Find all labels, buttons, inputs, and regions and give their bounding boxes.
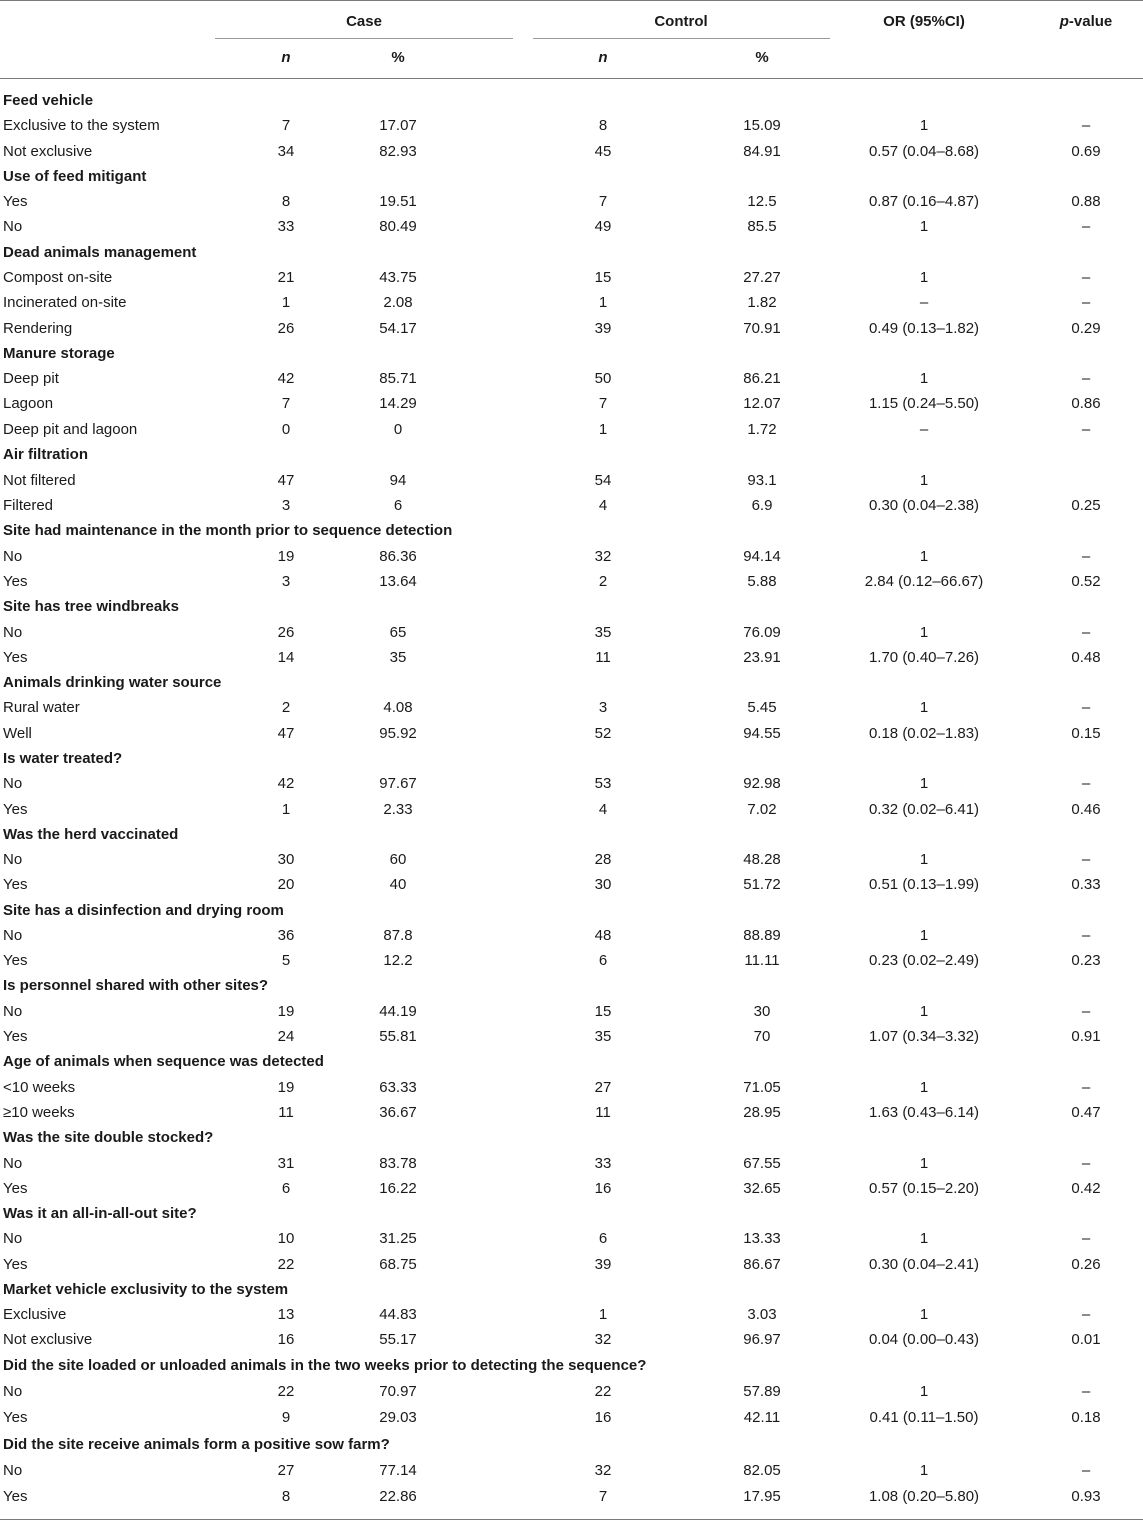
cell-ctrl-n: 39 bbox=[594, 320, 612, 337]
cell-case-pct: 19.51 bbox=[379, 193, 417, 210]
cell-case-n: 47 bbox=[277, 472, 295, 489]
cell-case-pct: 86.36 bbox=[379, 548, 417, 565]
cell-or: 1 bbox=[919, 117, 929, 134]
cell-case-n: 1 bbox=[281, 294, 291, 311]
cell-case-n: 2 bbox=[281, 699, 291, 716]
cell-case-pct: 97.67 bbox=[379, 775, 417, 792]
cell-ctrl-pct: 86.21 bbox=[743, 370, 781, 387]
row-label: Rural water bbox=[3, 699, 80, 716]
section-title: Site had maintenance in the month prior to sequence detection bbox=[3, 522, 453, 539]
section-title: Animals drinking water source bbox=[3, 674, 222, 691]
cell-or: 0.49 (0.13–1.82) bbox=[868, 320, 980, 337]
cell-case-n: 42 bbox=[277, 370, 295, 387]
cell-p: – bbox=[1081, 624, 1091, 641]
section-title: Did the site receive animals form a positive sow farm? bbox=[3, 1436, 390, 1453]
cell-or: 1 bbox=[919, 472, 929, 489]
cell-case-n: 36 bbox=[277, 927, 295, 944]
cell-ctrl-n: 33 bbox=[594, 1155, 612, 1172]
cell-case-pct: 2.08 bbox=[383, 294, 413, 311]
section-title: Is water treated? bbox=[3, 750, 123, 767]
cell-case-n: 1 bbox=[281, 801, 291, 818]
cell-p: – bbox=[1081, 927, 1091, 944]
cell-or: 1 bbox=[919, 1155, 929, 1172]
cell-or: 0.87 (0.16–4.87) bbox=[868, 193, 980, 210]
cell-or: 0.32 (0.02–6.41) bbox=[868, 801, 980, 818]
cell-ctrl-n: 6 bbox=[598, 1230, 608, 1247]
cell-case-n: 14 bbox=[277, 649, 295, 666]
cell-case-n: 26 bbox=[277, 624, 295, 641]
row-label: Lagoon bbox=[3, 395, 54, 412]
cell-case-n: 24 bbox=[277, 1028, 295, 1045]
cell-case-pct: 55.17 bbox=[379, 1331, 417, 1348]
cell-ctrl-n: 54 bbox=[594, 472, 612, 489]
cell-ctrl-pct: 86.67 bbox=[743, 1256, 781, 1273]
header-or: OR (95%CI) bbox=[883, 13, 965, 30]
cell-p: 0.15 bbox=[1071, 725, 1101, 742]
row-label: Yes bbox=[3, 1028, 28, 1045]
header-control-pct: % bbox=[755, 49, 769, 66]
cell-case-pct: 94 bbox=[389, 472, 407, 489]
cell-case-pct: 85.71 bbox=[379, 370, 417, 387]
cell-case-pct: 31.25 bbox=[379, 1230, 417, 1247]
row-label: Yes bbox=[3, 952, 28, 969]
cell-ctrl-n: 49 bbox=[594, 218, 612, 235]
cell-or: 1 bbox=[919, 1079, 929, 1096]
cell-p: 0.01 bbox=[1071, 1331, 1101, 1348]
row-label: Yes bbox=[3, 1256, 28, 1273]
cell-or: 0.30 (0.04–2.41) bbox=[868, 1256, 980, 1273]
section-title: Site has tree windbreaks bbox=[3, 598, 179, 615]
cell-ctrl-pct: 27.27 bbox=[743, 269, 781, 286]
cell-ctrl-pct: 85.5 bbox=[747, 218, 777, 235]
cell-ctrl-pct: 28.95 bbox=[743, 1104, 781, 1121]
cell-p: 0.86 bbox=[1071, 395, 1101, 412]
cell-ctrl-pct: 32.65 bbox=[743, 1180, 781, 1197]
header-case-pct: % bbox=[391, 49, 405, 66]
header-control: Control bbox=[654, 13, 708, 30]
cell-case-n: 3 bbox=[281, 497, 291, 514]
cell-or: 1 bbox=[919, 927, 929, 944]
cell-case-pct: 82.93 bbox=[379, 143, 417, 160]
cell-case-pct: 44.19 bbox=[379, 1003, 417, 1020]
cell-p: 0.48 bbox=[1071, 649, 1101, 666]
cell-p: 0.25 bbox=[1071, 497, 1101, 514]
section-title: Was it an all-in-all-out site? bbox=[3, 1205, 197, 1222]
cell-ctrl-n: 7 bbox=[598, 1488, 608, 1505]
cell-case-n: 0 bbox=[281, 421, 291, 438]
cell-case-n: 13 bbox=[277, 1306, 295, 1323]
section-title: Is personnel shared with other sites? bbox=[3, 977, 269, 994]
cell-case-n: 6 bbox=[281, 1180, 291, 1197]
cell-or: 1.70 (0.40–7.26) bbox=[868, 649, 980, 666]
cell-ctrl-n: 8 bbox=[598, 117, 608, 134]
section-title: Did the site loaded or unloaded animals in the two weeks prior to detecting the sequence? bbox=[3, 1357, 647, 1374]
cell-case-pct: 55.81 bbox=[379, 1028, 417, 1045]
cell-p: – bbox=[1081, 699, 1091, 716]
row-label: Yes bbox=[3, 801, 28, 818]
cell-case-n: 26 bbox=[277, 320, 295, 337]
section-title: Dead animals management bbox=[3, 244, 197, 261]
cell-case-n: 8 bbox=[281, 193, 291, 210]
cell-case-pct: 4.08 bbox=[383, 699, 413, 716]
cell-ctrl-pct: 94.14 bbox=[743, 548, 781, 565]
cell-ctrl-n: 16 bbox=[594, 1180, 612, 1197]
row-label: No bbox=[3, 927, 23, 944]
cell-ctrl-pct: 48.28 bbox=[743, 851, 781, 868]
cell-or: 0.30 (0.04–2.38) bbox=[868, 497, 980, 514]
row-label: Rendering bbox=[3, 320, 73, 337]
cell-ctrl-n: 7 bbox=[598, 395, 608, 412]
row-label: No bbox=[3, 624, 23, 641]
cell-p: 0.33 bbox=[1071, 876, 1101, 893]
cell-case-pct: 95.92 bbox=[379, 725, 417, 742]
cell-or: 1 bbox=[919, 1230, 929, 1247]
cell-ctrl-n: 1 bbox=[598, 421, 608, 438]
cell-case-n: 31 bbox=[277, 1155, 295, 1172]
cell-or: 0.18 (0.02–1.83) bbox=[868, 725, 980, 742]
cell-or: 1 bbox=[919, 1383, 929, 1400]
cell-ctrl-pct: 92.98 bbox=[743, 775, 781, 792]
cell-case-pct: 36.67 bbox=[379, 1104, 417, 1121]
cell-case-pct: 43.75 bbox=[379, 269, 417, 286]
cell-p: – bbox=[1081, 1155, 1091, 1172]
section-title: Use of feed mitigant bbox=[3, 168, 147, 185]
cell-ctrl-n: 35 bbox=[594, 1028, 612, 1045]
cell-case-n: 42 bbox=[277, 775, 295, 792]
cell-ctrl-n: 7 bbox=[598, 193, 608, 210]
cell-case-pct: 14.29 bbox=[379, 395, 417, 412]
cell-p: 0.46 bbox=[1071, 801, 1101, 818]
cell-case-pct: 13.64 bbox=[379, 573, 417, 590]
cell-case-pct: 80.49 bbox=[379, 218, 417, 235]
cell-case-n: 9 bbox=[281, 1409, 291, 1426]
cell-case-n: 3 bbox=[281, 573, 291, 590]
cell-case-pct: 68.75 bbox=[379, 1256, 417, 1273]
cell-or: 1 bbox=[919, 1306, 929, 1323]
cell-ctrl-pct: 94.55 bbox=[743, 725, 781, 742]
cell-p: – bbox=[1081, 1383, 1091, 1400]
cell-ctrl-pct: 67.55 bbox=[743, 1155, 781, 1172]
cell-case-n: 27 bbox=[277, 1462, 295, 1479]
cell-ctrl-pct: 13.33 bbox=[743, 1230, 781, 1247]
cell-ctrl-pct: 3.03 bbox=[747, 1306, 777, 1323]
cell-ctrl-n: 32 bbox=[594, 548, 612, 565]
cell-ctrl-n: 11 bbox=[595, 649, 611, 666]
cell-case-pct: 12.2 bbox=[383, 952, 413, 969]
cell-ctrl-n: 48 bbox=[594, 927, 612, 944]
cell-ctrl-n: 39 bbox=[594, 1256, 612, 1273]
cell-case-n: 11 bbox=[278, 1104, 294, 1121]
cell-ctrl-n: 15 bbox=[594, 269, 612, 286]
cell-case-n: 22 bbox=[277, 1256, 295, 1273]
cell-case-pct: 17.07 bbox=[379, 117, 417, 134]
cell-or: – bbox=[919, 421, 929, 438]
row-label: <10 weeks bbox=[3, 1079, 76, 1096]
cell-p: – bbox=[1081, 269, 1091, 286]
cell-or: 1 bbox=[919, 624, 929, 641]
row-label: Yes bbox=[3, 649, 28, 666]
cell-ctrl-pct: 6.9 bbox=[751, 497, 773, 514]
cell-p: – bbox=[1081, 1003, 1091, 1020]
cell-case-pct: 29.03 bbox=[379, 1409, 417, 1426]
cell-p: – bbox=[1081, 1230, 1091, 1247]
cell-ctrl-pct: 71.05 bbox=[743, 1079, 781, 1096]
cell-case-n: 34 bbox=[277, 143, 295, 160]
row-label: Exclusive to the system bbox=[3, 117, 160, 134]
control-underline bbox=[533, 38, 830, 39]
row-label: No bbox=[3, 1003, 23, 1020]
cell-or: 2.84 (0.12–66.67) bbox=[864, 573, 984, 590]
row-label: Yes bbox=[3, 573, 28, 590]
cell-p: – bbox=[1081, 421, 1091, 438]
cell-p: – bbox=[1081, 218, 1091, 235]
cell-ctrl-n: 50 bbox=[594, 370, 612, 387]
cell-case-n: 47 bbox=[277, 725, 295, 742]
row-label: Not exclusive bbox=[3, 143, 93, 160]
row-label: Yes bbox=[3, 1409, 28, 1426]
cell-case-n: 16 bbox=[277, 1331, 295, 1348]
cell-p: – bbox=[1081, 1462, 1091, 1479]
cell-p: 0.91 bbox=[1071, 1028, 1101, 1045]
cell-ctrl-n: 3 bbox=[598, 699, 608, 716]
cell-case-n: 7 bbox=[281, 395, 291, 412]
row-label: No bbox=[3, 1462, 23, 1479]
header-p-value bbox=[1060, 13, 1113, 31]
cell-ctrl-pct: 42.11 bbox=[743, 1409, 781, 1426]
cell-ctrl-n: 28 bbox=[594, 851, 612, 868]
cell-p: – bbox=[1081, 1079, 1091, 1096]
cell-ctrl-n: 16 bbox=[594, 1409, 612, 1426]
cell-case-pct: 70.97 bbox=[379, 1383, 417, 1400]
cell-or: 1 bbox=[919, 1003, 929, 1020]
cell-ctrl-n: 53 bbox=[594, 775, 612, 792]
cell-or: 1.08 (0.20–5.80) bbox=[868, 1488, 980, 1505]
cell-or: 0.23 (0.02–2.49) bbox=[868, 952, 980, 969]
cell-case-pct: 6 bbox=[393, 497, 403, 514]
cell-case-n: 7 bbox=[281, 117, 291, 134]
header-case-n: n bbox=[281, 49, 291, 66]
row-label: ≥10 weeks bbox=[3, 1104, 75, 1121]
row-label: Deep pit and lagoon bbox=[3, 421, 138, 438]
cell-ctrl-n: 4 bbox=[598, 801, 608, 818]
cell-p: – bbox=[1081, 370, 1091, 387]
cell-p: – bbox=[1081, 548, 1091, 565]
row-label: Not filtered bbox=[3, 472, 76, 489]
top-rule bbox=[0, 0, 1143, 1]
cell-ctrl-n: 45 bbox=[594, 143, 612, 160]
row-label: Yes bbox=[3, 1180, 28, 1197]
section-title: Age of animals when sequence was detected bbox=[3, 1053, 324, 1070]
cell-ctrl-pct: 12.5 bbox=[747, 193, 777, 210]
cell-ctrl-n: 15 bbox=[594, 1003, 612, 1020]
cell-case-pct: 35 bbox=[389, 649, 407, 666]
cell-case-n: 10 bbox=[277, 1230, 295, 1247]
cell-or: 0.57 (0.15–2.20) bbox=[868, 1180, 980, 1197]
cell-case-pct: 63.33 bbox=[379, 1079, 417, 1096]
cell-p: – bbox=[1081, 117, 1091, 134]
cell-case-pct: 83.78 bbox=[379, 1155, 417, 1172]
row-label: Yes bbox=[3, 193, 28, 210]
cell-ctrl-pct: 88.89 bbox=[743, 927, 781, 944]
cell-case-pct: 44.83 bbox=[379, 1306, 417, 1323]
cell-p: – bbox=[1081, 294, 1091, 311]
cell-p: 0.26 bbox=[1071, 1256, 1101, 1273]
cell-ctrl-pct: 57.89 bbox=[743, 1383, 781, 1400]
cell-ctrl-pct: 5.45 bbox=[747, 699, 777, 716]
cell-or: 1 bbox=[919, 269, 929, 286]
cell-p: 0.69 bbox=[1071, 143, 1101, 160]
cell-case-pct: 0 bbox=[393, 421, 403, 438]
cell-case-pct: 22.86 bbox=[379, 1488, 417, 1505]
cell-ctrl-n: 30 bbox=[594, 876, 612, 893]
cell-case-n: 19 bbox=[277, 1003, 295, 1020]
cell-p: 0.88 bbox=[1071, 193, 1101, 210]
cell-or: 1 bbox=[919, 775, 929, 792]
cell-case-pct: 16.22 bbox=[379, 1180, 417, 1197]
cell-ctrl-n: 32 bbox=[594, 1462, 612, 1479]
cell-ctrl-pct: 84.91 bbox=[743, 143, 781, 160]
cell-ctrl-pct: 51.72 bbox=[743, 876, 781, 893]
row-label: Yes bbox=[3, 1488, 28, 1505]
cell-ctrl-n: 32 bbox=[594, 1331, 612, 1348]
cell-case-n: 21 bbox=[277, 269, 295, 286]
section-title: Air filtration bbox=[3, 446, 88, 463]
cell-p: 0.93 bbox=[1071, 1488, 1101, 1505]
cell-or: – bbox=[919, 294, 929, 311]
cell-ctrl-n: 6 bbox=[598, 952, 608, 969]
header-case: Case bbox=[346, 13, 382, 30]
cell-ctrl-n: 35 bbox=[594, 624, 612, 641]
row-label: No bbox=[3, 1383, 23, 1400]
cell-ctrl-n: 1 bbox=[598, 1306, 608, 1323]
cell-ctrl-pct: 17.95 bbox=[743, 1488, 781, 1505]
row-label: Not exclusive bbox=[3, 1331, 93, 1348]
header-p-italic: p bbox=[1059, 13, 1069, 30]
cell-case-pct: 77.14 bbox=[379, 1462, 417, 1479]
cell-or: 0.57 (0.04–8.68) bbox=[868, 143, 980, 160]
cell-p: 0.29 bbox=[1071, 320, 1101, 337]
case-underline bbox=[215, 38, 513, 39]
row-label: No bbox=[3, 1230, 23, 1247]
cell-or: 0.41 (0.11–1.50) bbox=[869, 1409, 979, 1426]
cell-ctrl-n: 1 bbox=[598, 294, 608, 311]
section-title: Was the site double stocked? bbox=[3, 1129, 214, 1146]
cell-ctrl-pct: 70.91 bbox=[743, 320, 781, 337]
cell-ctrl-n: 22 bbox=[594, 1383, 612, 1400]
cell-or: 1.07 (0.34–3.32) bbox=[868, 1028, 980, 1045]
cell-case-n: 8 bbox=[281, 1488, 291, 1505]
cell-case-pct: 54.17 bbox=[379, 320, 417, 337]
cell-p: 0.18 bbox=[1071, 1409, 1101, 1426]
section-title: Market vehicle exclusivity to the system bbox=[3, 1281, 289, 1298]
cell-ctrl-pct: 12.07 bbox=[743, 395, 781, 412]
cell-p: 0.42 bbox=[1071, 1180, 1101, 1197]
cell-ctrl-n: 52 bbox=[594, 725, 612, 742]
row-label: Filtered bbox=[3, 497, 54, 514]
header-rule bbox=[0, 78, 1143, 79]
cell-case-pct: 60 bbox=[389, 851, 407, 868]
header-p-suffix: -value bbox=[1068, 13, 1113, 30]
cell-or: 1.63 (0.43–6.14) bbox=[868, 1104, 980, 1121]
cell-p: – bbox=[1081, 851, 1091, 868]
cell-or: 0.04 (0.00–0.43) bbox=[868, 1331, 980, 1348]
section-title: Was the herd vaccinated bbox=[3, 826, 179, 843]
cell-ctrl-n: 27 bbox=[594, 1079, 612, 1096]
row-label: No bbox=[3, 548, 23, 565]
cell-p: – bbox=[1081, 775, 1091, 792]
cell-p: – bbox=[1081, 1306, 1091, 1323]
cell-case-n: 20 bbox=[277, 876, 295, 893]
cell-case-pct: 2.33 bbox=[383, 801, 413, 818]
cell-ctrl-pct: 1.82 bbox=[747, 294, 777, 311]
row-label: Deep pit bbox=[3, 370, 59, 387]
cell-or: 1 bbox=[919, 1462, 929, 1479]
cell-ctrl-pct: 82.05 bbox=[743, 1462, 781, 1479]
row-label: No bbox=[3, 851, 23, 868]
section-title: Feed vehicle bbox=[3, 92, 94, 109]
bottom-rule bbox=[0, 1519, 1143, 1520]
row-label: Well bbox=[3, 725, 32, 742]
cell-ctrl-pct: 1.72 bbox=[747, 421, 777, 438]
cell-case-n: 33 bbox=[277, 218, 295, 235]
row-label: Yes bbox=[3, 876, 28, 893]
cell-ctrl-pct: 7.02 bbox=[747, 801, 777, 818]
cell-or: 1 bbox=[919, 699, 929, 716]
cell-case-pct: 87.8 bbox=[383, 927, 413, 944]
cell-ctrl-n: 11 bbox=[595, 1104, 611, 1121]
cell-or: 1 bbox=[919, 370, 929, 387]
cell-p: 0.23 bbox=[1071, 952, 1101, 969]
cell-case-n: 19 bbox=[277, 548, 295, 565]
row-label: No bbox=[3, 775, 23, 792]
cell-case-n: 22 bbox=[277, 1383, 295, 1400]
cell-p: 0.52 bbox=[1071, 573, 1101, 590]
cell-case-pct: 65 bbox=[389, 624, 407, 641]
cell-case-n: 30 bbox=[277, 851, 295, 868]
cell-case-n: 19 bbox=[277, 1079, 295, 1096]
cell-ctrl-pct: 30 bbox=[753, 1003, 771, 1020]
cell-or: 1.15 (0.24–5.50) bbox=[868, 395, 980, 412]
row-label: Compost on-site bbox=[3, 269, 113, 286]
cell-ctrl-pct: 70 bbox=[753, 1028, 771, 1045]
cell-ctrl-pct: 93.1 bbox=[747, 472, 777, 489]
cell-case-pct: 40 bbox=[389, 876, 407, 893]
cell-ctrl-pct: 76.09 bbox=[743, 624, 781, 641]
row-label: Incinerated on-site bbox=[3, 294, 127, 311]
cell-case-n: 5 bbox=[281, 952, 291, 969]
cell-p: 0.47 bbox=[1071, 1104, 1101, 1121]
cell-ctrl-pct: 96.97 bbox=[743, 1331, 781, 1348]
row-label: Exclusive bbox=[3, 1306, 67, 1323]
cell-or: 1 bbox=[919, 851, 929, 868]
cell-ctrl-pct: 11.11 bbox=[744, 952, 780, 969]
cell-or: 0.51 (0.13–1.99) bbox=[868, 876, 980, 893]
cell-ctrl-n: 2 bbox=[598, 573, 608, 590]
cell-or: 1 bbox=[919, 218, 929, 235]
cell-ctrl-pct: 23.91 bbox=[743, 649, 781, 666]
cell-ctrl-pct: 5.88 bbox=[747, 573, 777, 590]
cell-ctrl-pct: 15.09 bbox=[743, 117, 781, 134]
section-title: Manure storage bbox=[3, 345, 115, 362]
cell-ctrl-n: 4 bbox=[598, 497, 608, 514]
row-label: No bbox=[3, 218, 23, 235]
cell-or: 1 bbox=[919, 548, 929, 565]
header-control-n: n bbox=[598, 49, 608, 66]
row-label: No bbox=[3, 1155, 23, 1172]
section-title: Site has a disinfection and drying room bbox=[3, 902, 284, 919]
